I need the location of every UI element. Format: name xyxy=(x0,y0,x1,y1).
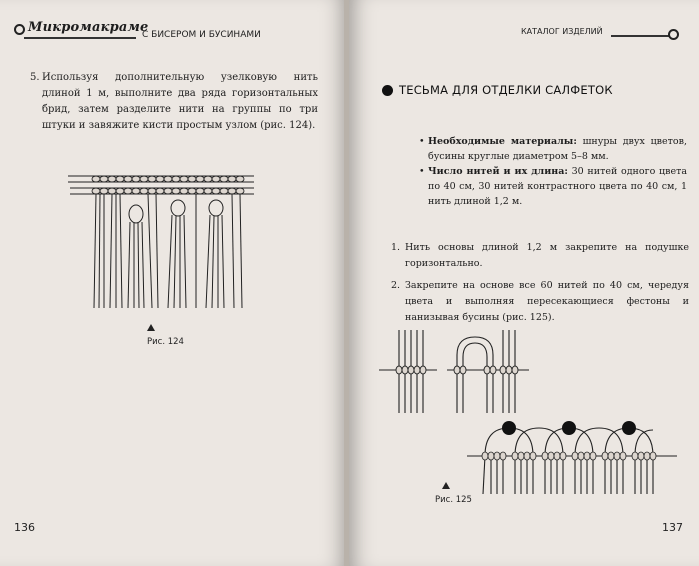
figure-125-bottom-illustration xyxy=(467,418,677,496)
step-text: Закрепите на основе все 60 нитей по 40 см, чередуя цвета и выполняя пересекающиеся фестоны и нанизывая бусины (рис. 125). xyxy=(405,280,689,323)
step-text: Нить основы длиной 1,2 м закрепите на подушке горизонтально. xyxy=(405,242,689,269)
figure-124-caption: Рис. 124 xyxy=(147,337,184,347)
threads-label: Число нитей и их длина: xyxy=(428,166,568,177)
ring-ornament-icon xyxy=(668,29,679,40)
materials-label: Необходимые материалы: xyxy=(428,136,577,147)
steps-list xyxy=(391,240,689,332)
book-script-title: Микромакраме xyxy=(28,20,149,35)
section-heading xyxy=(382,83,682,99)
materials-list xyxy=(419,134,687,209)
step-text: Используя дополнительную узелковую нить длиной 1 м, выполните два ряда горизонтальных брид, затем разделите нити на группы по три штуки и завяжите кисти простым узлом (рис. 124). xyxy=(42,72,318,131)
bullet-icon: • xyxy=(419,166,425,177)
figure-marker-icon xyxy=(442,482,450,489)
step-5 xyxy=(30,70,318,134)
right-page xyxy=(349,0,699,566)
right-running-header xyxy=(519,27,689,41)
materials-item xyxy=(419,134,687,164)
header-rule xyxy=(611,35,669,37)
step-item xyxy=(391,240,689,272)
bullet-dot-icon xyxy=(382,85,393,96)
figure-125-top-illustration xyxy=(379,325,529,415)
step-item xyxy=(391,278,689,326)
book-subtitle: С БИСЕРОМ И БУСИНАМИ xyxy=(142,30,261,40)
left-page xyxy=(0,0,347,566)
figure-marker-icon xyxy=(147,324,155,331)
materials-text: шнуры двух цветов, бусины круглые диаметром 5–8 мм. xyxy=(428,136,687,162)
page-number-left: 136 xyxy=(14,521,35,534)
page-number-right: 137 xyxy=(662,521,683,534)
figure-125-caption: Рис. 125 xyxy=(435,495,472,505)
step-number: 5. xyxy=(30,72,40,83)
catalog-subtitle: КАТАЛОГ ИЗДЕЛИЙ xyxy=(521,27,603,36)
step-number: 2. xyxy=(391,280,401,291)
bullet-icon: • xyxy=(419,136,425,147)
section-title: ТЕСЬМА ДЛЯ ОТДЕЛКИ САЛФЕТОК xyxy=(399,83,613,97)
ring-ornament-icon xyxy=(14,24,25,35)
figure-124-illustration xyxy=(68,168,258,318)
left-running-header xyxy=(14,20,334,42)
threads-text: 30 нитей одного цвета по 40 см, 30 нитей контрастного цвета по 40 см, 1 нить длиной 1,2 м. xyxy=(428,166,687,207)
threads-item xyxy=(419,164,687,209)
step-number: 1. xyxy=(391,242,401,253)
header-rule xyxy=(24,37,136,39)
